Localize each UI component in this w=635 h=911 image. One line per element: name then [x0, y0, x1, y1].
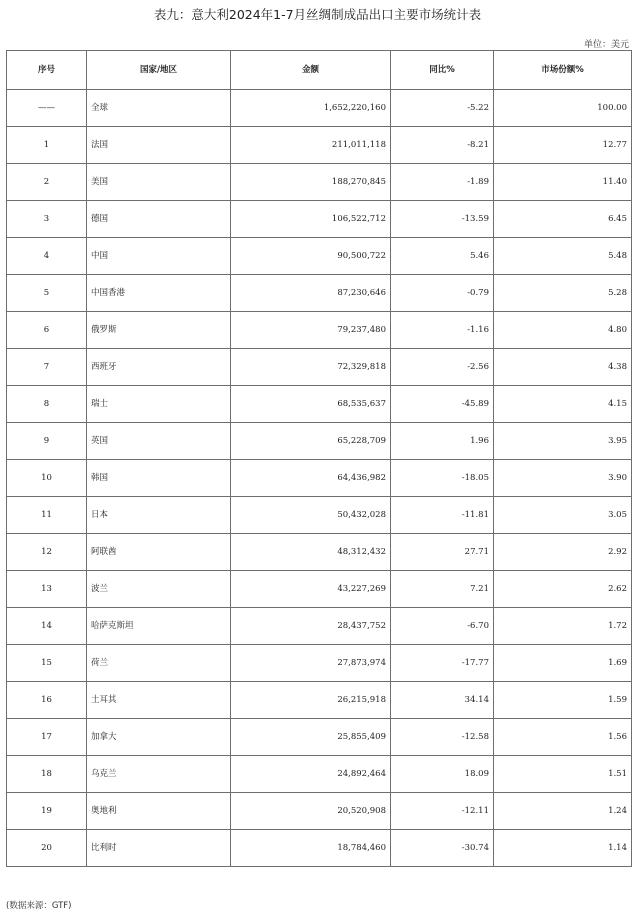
table-row [7, 497, 632, 534]
cell-yoy: -30.74 [391, 830, 494, 867]
table-row [7, 793, 632, 830]
table-row [7, 645, 632, 682]
cell-country: 波兰 [87, 571, 231, 608]
cell-amount: 211,011,118 [231, 127, 391, 164]
cell-seq: 15 [7, 645, 87, 682]
cell-yoy: -12.11 [391, 793, 494, 830]
cell-yoy: -0.79 [391, 275, 494, 312]
cell-amount: 64,436,982 [231, 460, 391, 497]
cell-seq: 20 [7, 830, 87, 867]
table-row [7, 201, 632, 238]
header-row [7, 51, 632, 90]
cell-seq: 17 [7, 719, 87, 756]
cell-amount: 28,437,752 [231, 608, 391, 645]
cell-country: 中国香港 [87, 275, 231, 312]
cell-amount: 26,215,918 [231, 682, 391, 719]
cell-seq: 8 [7, 386, 87, 423]
cell-yoy: -1.89 [391, 164, 494, 201]
cell-yoy: -18.05 [391, 460, 494, 497]
cell-country: 瑞士 [87, 386, 231, 423]
cell-share: 6.45 [494, 201, 632, 238]
cell-yoy: 27.71 [391, 534, 494, 571]
cell-share: 3.90 [494, 460, 632, 497]
header-country: 国家/地区 [87, 51, 231, 90]
cell-country: 韩国 [87, 460, 231, 497]
cell-amount: 65,228,709 [231, 423, 391, 460]
cell-amount: 24,892,464 [231, 756, 391, 793]
cell-share: 2.62 [494, 571, 632, 608]
header-seq: 序号 [7, 51, 87, 90]
table-row [7, 460, 632, 497]
cell-share: 1.69 [494, 645, 632, 682]
cell-country: 全球 [87, 90, 231, 127]
cell-seq: 13 [7, 571, 87, 608]
cell-amount: 106,522,712 [231, 201, 391, 238]
cell-country: 德国 [87, 201, 231, 238]
cell-share: 4.15 [494, 386, 632, 423]
cell-seq: 11 [7, 497, 87, 534]
cell-seq: 7 [7, 349, 87, 386]
table-row [7, 571, 632, 608]
cell-yoy: 1.96 [391, 423, 494, 460]
cell-country: 荷兰 [87, 645, 231, 682]
cell-country: 西班牙 [87, 349, 231, 386]
cell-amount: 50,432,028 [231, 497, 391, 534]
cell-share: 1.72 [494, 608, 632, 645]
cell-yoy: -17.77 [391, 645, 494, 682]
cell-yoy: 5.46 [391, 238, 494, 275]
cell-share: 1.14 [494, 830, 632, 867]
cell-yoy: -5.22 [391, 90, 494, 127]
cell-amount: 90,500,722 [231, 238, 391, 275]
cell-country: 加拿大 [87, 719, 231, 756]
cell-amount: 72,329,818 [231, 349, 391, 386]
cell-country: 俄罗斯 [87, 312, 231, 349]
cell-share: 4.38 [494, 349, 632, 386]
cell-share: 2.92 [494, 534, 632, 571]
table-row [7, 349, 632, 386]
cell-yoy: -6.70 [391, 608, 494, 645]
table-row [7, 756, 632, 793]
cell-share: 3.95 [494, 423, 632, 460]
header-share: 市场份额% [494, 51, 632, 90]
unit-label: 单位：美元 [583, 40, 629, 50]
cell-seq: 10 [7, 460, 87, 497]
table-row [7, 830, 632, 867]
cell-country: 美国 [87, 164, 231, 201]
cell-share: 1.51 [494, 756, 632, 793]
cell-yoy: 18.09 [391, 756, 494, 793]
cell-yoy: -11.81 [391, 497, 494, 534]
cell-share: 1.59 [494, 682, 632, 719]
cell-seq: 14 [7, 608, 87, 645]
cell-seq: 12 [7, 534, 87, 571]
cell-seq: 1 [7, 127, 87, 164]
cell-amount: 18,784,460 [231, 830, 391, 867]
cell-country: 日本 [87, 497, 231, 534]
cell-country: 比利时 [87, 830, 231, 867]
cell-country: 乌克兰 [87, 756, 231, 793]
cell-seq: 4 [7, 238, 87, 275]
header-yoy: 同比% [391, 51, 494, 90]
cell-yoy: -45.89 [391, 386, 494, 423]
cell-country: 中国 [87, 238, 231, 275]
cell-yoy: -8.21 [391, 127, 494, 164]
table-row [7, 90, 632, 127]
cell-amount: 25,855,409 [231, 719, 391, 756]
cell-share: 5.28 [494, 275, 632, 312]
table-row [7, 275, 632, 312]
cell-amount: 1,652,220,160 [231, 90, 391, 127]
cell-country: 哈萨克斯坦 [87, 608, 231, 645]
table-row [7, 238, 632, 275]
cell-share: 3.05 [494, 497, 632, 534]
cell-share: 4.80 [494, 312, 632, 349]
cell-amount: 87,230,646 [231, 275, 391, 312]
table-row [7, 719, 632, 756]
table-row [7, 423, 632, 460]
table-row [7, 682, 632, 719]
cell-share: 100.00 [494, 90, 632, 127]
cell-seq: 18 [7, 756, 87, 793]
table-row [7, 127, 632, 164]
cell-yoy: -1.16 [391, 312, 494, 349]
cell-seq: 2 [7, 164, 87, 201]
table-row [7, 608, 632, 645]
cell-share: 12.77 [494, 127, 632, 164]
cell-amount: 68,535,637 [231, 386, 391, 423]
cell-amount: 79,237,480 [231, 312, 391, 349]
table-row [7, 312, 632, 349]
cell-yoy: 34.14 [391, 682, 494, 719]
cell-amount: 20,520,908 [231, 793, 391, 830]
table-row [7, 164, 632, 201]
table-title: 表九：意大利2024年1-7月丝绸制成品出口主要市场统计表 [153, 7, 482, 22]
cell-yoy: 7.21 [391, 571, 494, 608]
cell-amount: 188,270,845 [231, 164, 391, 201]
export-statistics-table [6, 50, 632, 867]
cell-share: 11.40 [494, 164, 632, 201]
cell-seq: 5 [7, 275, 87, 312]
table-row [7, 386, 632, 423]
header-amount: 金额 [231, 51, 391, 90]
cell-share: 1.24 [494, 793, 632, 830]
cell-amount: 43,227,269 [231, 571, 391, 608]
cell-amount: 48,312,432 [231, 534, 391, 571]
cell-share: 5.48 [494, 238, 632, 275]
cell-yoy: -13.59 [391, 201, 494, 238]
cell-share: 1.56 [494, 719, 632, 756]
table-row [7, 534, 632, 571]
cell-country: 法国 [87, 127, 231, 164]
cell-country: 奥地利 [87, 793, 231, 830]
cell-country: 阿联酋 [87, 534, 231, 571]
cell-seq: 6 [7, 312, 87, 349]
cell-seq: 19 [7, 793, 87, 830]
cell-country: 土耳其 [87, 682, 231, 719]
cell-country: 英国 [87, 423, 231, 460]
table-body [7, 90, 632, 867]
cell-seq: 3 [7, 201, 87, 238]
cell-seq: —— [7, 90, 87, 127]
cell-seq: 9 [7, 423, 87, 460]
cell-amount: 27,873,974 [231, 645, 391, 682]
data-source-note: (数据来源：GTF) [6, 901, 72, 911]
cell-seq: 16 [7, 682, 87, 719]
cell-yoy: -12.58 [391, 719, 494, 756]
cell-yoy: -2.56 [391, 349, 494, 386]
